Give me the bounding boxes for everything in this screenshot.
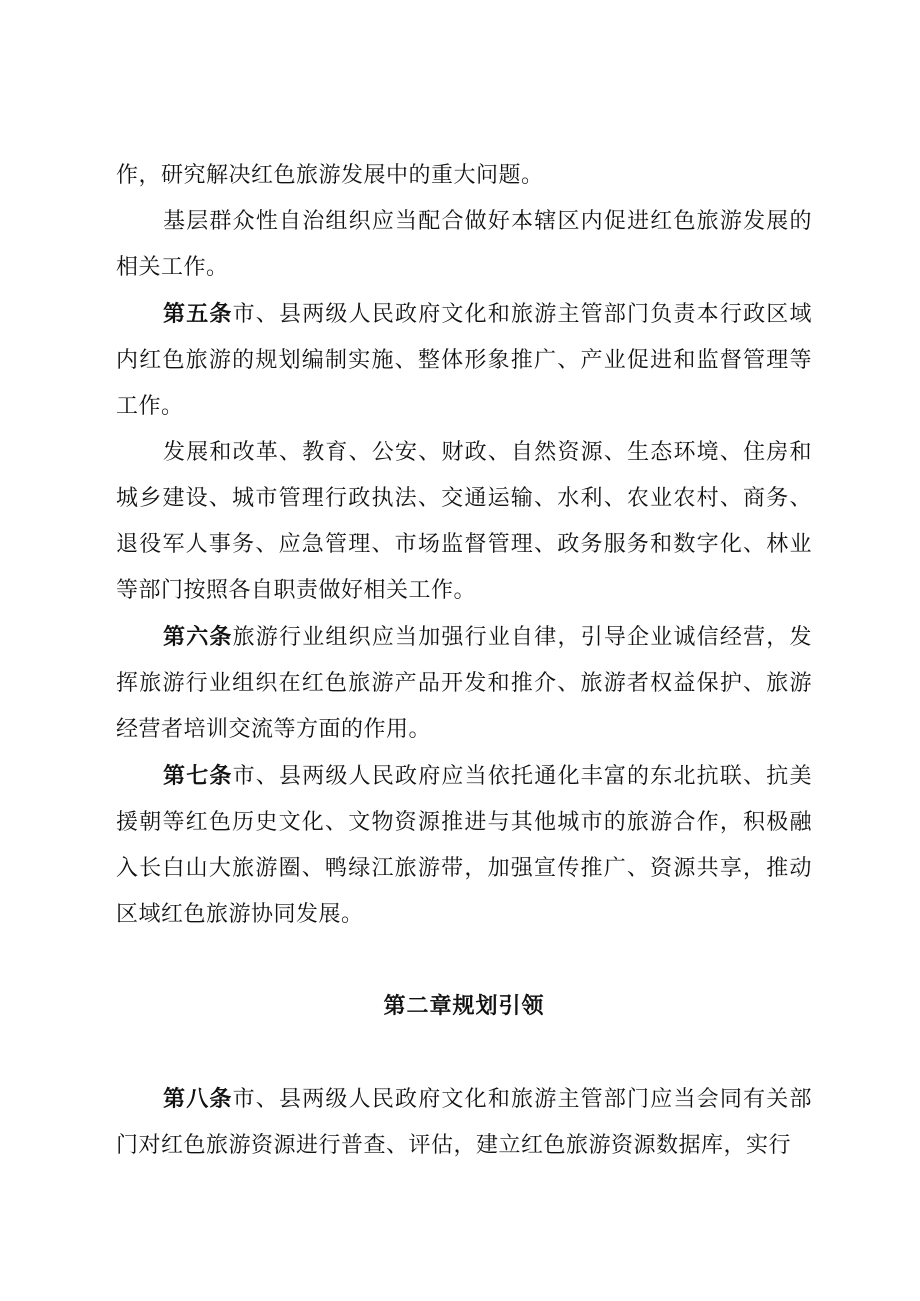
document-body: [116, 153, 812, 1169]
article-number: 第七条: [163, 763, 233, 789]
article-5: [116, 291, 812, 430]
paragraph-continuation: [116, 153, 812, 199]
article-number: 第八条: [163, 1086, 233, 1112]
paragraph-departments: [116, 430, 812, 614]
chapter-title: 第二章规划引领: [383, 994, 545, 1019]
paragraph-text: 旅游行业组织应当加强行业自律，引导企业诚信经营，发挥旅游行业组织在红色旅游产品开发和推介、旅游者权益保护、旅游经营者培训交流等方面的作用。: [116, 625, 812, 742]
paragraph-text: 市、县两级人民政府文化和旅游主管部门负责本行政区域内红色旅游的规划编制实施、整体形象推广、产业促进和监督管理等工作。: [116, 302, 812, 419]
paragraph-text: 作，研究解决红色旅游发展中的重大问题。: [116, 163, 544, 188]
paragraph-text: 市、县两级人民政府应当依托通化丰富的东北抗联、抗美援朝等红色历史文化、文物资源推进与其他城市的旅游合作，积极融入长白山大旅游圈、鸭绿江旅游带，加强宣传推广、资源共享，推动区域红色旅游协同发展。: [116, 764, 812, 927]
paragraph-text: 基层群众性自治组织应当配合做好本辖区内促进红色旅游发展的相关工作。: [116, 209, 812, 280]
article-6: [116, 614, 812, 753]
paragraph-text: 市、县两级人民政府文化和旅游主管部门应当会同有关部门对红色旅游资源进行普查、评估，建立红色旅游资源数据库，实行: [116, 1087, 812, 1158]
article-8: [116, 1076, 812, 1169]
paragraph-grassroots: [116, 199, 812, 291]
article-number: 第六条: [163, 624, 233, 650]
article-7: [116, 753, 812, 938]
paragraph-text: 发展和改革、教育、公安、财政、自然资源、生态环境、住房和城乡建设、城市管理行政执法、交通运输、水利、农业农村、商务、退役军人事务、应急管理、市场监督管理、政务服务和数字化、林业等部门按照各自职责做好相关工作。: [116, 440, 812, 603]
article-number: 第五条: [163, 301, 233, 327]
